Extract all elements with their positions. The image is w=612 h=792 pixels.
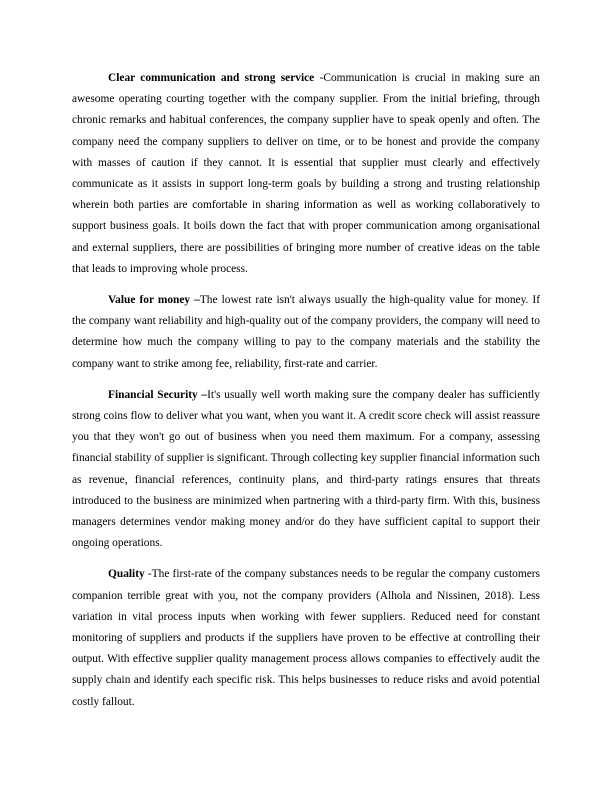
paragraph-body: -Communication is crucial in making sure an awesome operating courting together with the company supplier. From the initial briefing, through chronic remarks and habitual conferences, the company supplier have to speak openly and often. The company need the company suppliers to deliver on time, or to be honest and provide the company with masses of caution if they cannot. It is essential that supplier must clearly and effectively communicate as it assists in support long-term goals by building a strong and trusting relationship wherein both parties are comfortable in sharing information as well as working collaboratively to support business goals. It boils down the fact that with proper communication among organisational and external suppliers, there are possibilities of bringing more number of creative ideas on the table that leads to improving whole process. xyxy=(72,72,540,275)
paragraph-heading: Quality xyxy=(108,568,145,581)
paragraph-clear-communication xyxy=(72,68,540,280)
paragraph-heading: Financial Security – xyxy=(108,388,208,401)
paragraph-body: It's usually well worth making sure the company dealer has sufficiently strong coins flow to deliver what you want, when you want it. A credit score check will assist reassure you that they won't go out of business when you need them maximum. For a company, assessing financial stability of supplier is significant. Through collecting key supplier financial information such as revenue, financial references, continuity plans, and third-party ratings ensures that threats introduced to the business are minimized when partnering with a third-party firm. With this, business managers determines vendor making money and/or do they have sufficient capital to support their ongoing operations. xyxy=(72,388,540,550)
paragraph-body: -The first-rate of the company substances needs to be regular the company customers companion terrible great with you, not the company providers (Alhola and Nissinen, 2018). Less variation in vital process inputs when working with fewer suppliers. Reduced need for constant monitoring of suppliers and products if the suppliers have proven to be effective at controlling their output. With effective supplier quality management process allows companies to effectively audit the supply chain and identify each specific risk. This helps businesses to reduce risks and avoid potential costly fallout. xyxy=(72,568,540,708)
paragraph-financial-security xyxy=(72,385,540,555)
paragraph-value-for-money xyxy=(72,290,540,375)
paragraph-heading: Clear communication and strong service xyxy=(108,72,315,84)
paragraph-heading: Value for money – xyxy=(108,294,200,307)
paragraph-body: The lowest rate isn't always usually the high-quality value for money. If the company want reliability and high-quality out of the company providers, the company will need to determine how much the company willing to pay to the company materials and the stability the company want to strike among fee, reliability, first-rate and carrier. xyxy=(72,294,541,370)
document-page xyxy=(72,68,540,723)
paragraph-quality xyxy=(72,564,540,712)
